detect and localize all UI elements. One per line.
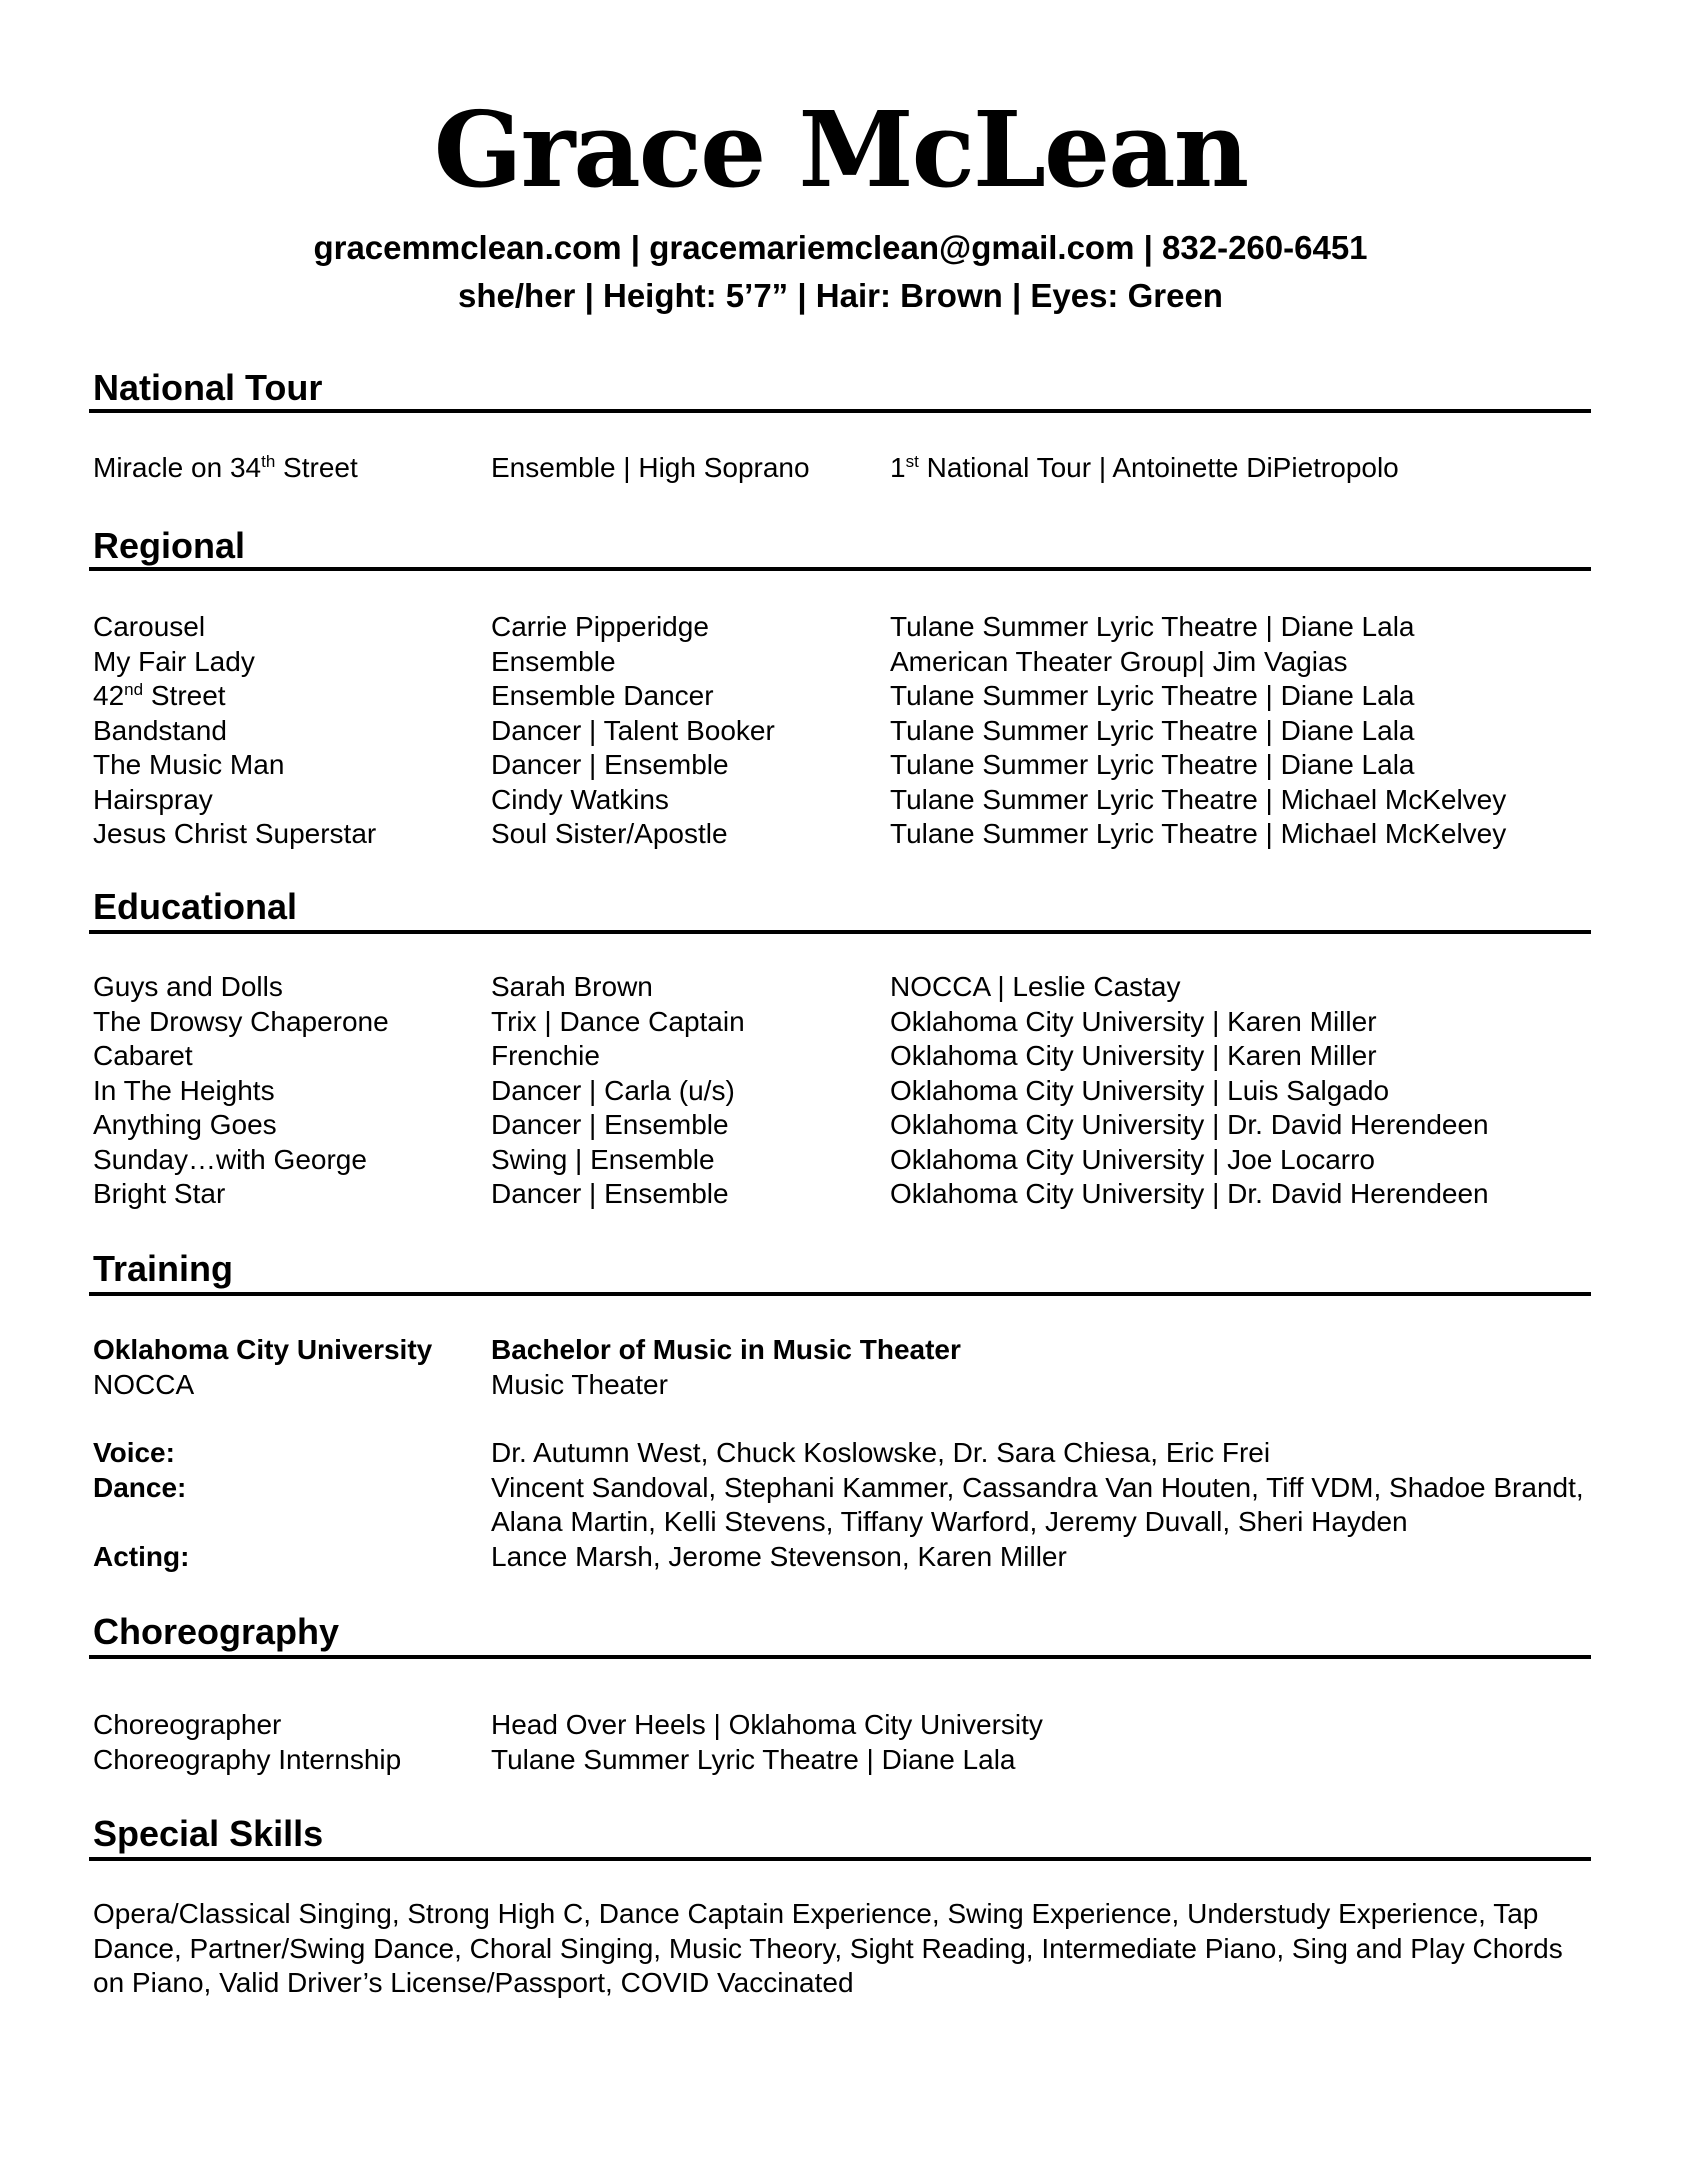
section-divider: [89, 1857, 1591, 1861]
venue-director: Tulane Summer Lyric Theatre | Michael McKelvey: [890, 783, 1507, 815]
credit-row: [0, 645, 1681, 680]
venue-director: [890, 451, 1399, 485]
section-divider: [89, 1292, 1591, 1296]
show-title: [93, 679, 226, 713]
degree: Music Theater: [491, 1368, 668, 1400]
venue-text: American Theater Group: [890, 645, 1198, 677]
show-title: In The Heights: [93, 1074, 275, 1106]
venue-director: Tulane Summer Lyric Theatre | Michael McKelvey: [890, 818, 1507, 849]
show-title: Hairspray: [93, 783, 213, 815]
role: Dancer | Ensemble: [491, 1109, 729, 1140]
discipline-label: Acting:: [93, 1540, 190, 1572]
credit-row: [0, 1005, 1681, 1040]
venue-director: Tulane Summer Lyric Theatre | Diane Lala: [890, 749, 1415, 780]
show-title: The Music Man: [93, 749, 285, 780]
credit-row: [0, 748, 1681, 783]
credit-row: [0, 451, 1681, 486]
separator: |: [788, 277, 816, 314]
eyes-stat: Eyes: Green: [1030, 277, 1223, 314]
show-title-text: Miracle on 34: [93, 452, 262, 483]
venue-director: NOCCA | Leslie Castay: [890, 971, 1181, 1002]
credit-row: [0, 679, 1681, 714]
educational-list: [0, 970, 1681, 1212]
school-name: Oklahoma City University: [93, 1334, 433, 1365]
teacher-row: [0, 1471, 1681, 1506]
teacher-names: Dr. Autumn West, Chuck Koslowske, Dr. Sara Chiesa, Eric Frei: [491, 1437, 1271, 1468]
teacher-row-continued: [0, 1505, 1681, 1540]
show-title-rest: Street: [275, 452, 358, 483]
section-divider: [89, 567, 1591, 571]
training-teachers: [0, 1436, 1681, 1574]
show-title: Anything Goes: [93, 1109, 277, 1140]
school-row: [0, 1368, 1681, 1403]
venue-director: Tulane Summer Lyric Theatre | Diane Lala: [890, 714, 1415, 746]
discipline-label: Voice:: [93, 1437, 175, 1468]
credit-row: [0, 610, 1681, 645]
discipline-label: Dance:: [93, 1471, 187, 1503]
teacher-row: [0, 1540, 1681, 1575]
school-row: [0, 1333, 1681, 1368]
hair-stat: Hair: Brown: [815, 277, 1003, 314]
credit-row: [0, 1177, 1681, 1212]
choreography-list: [0, 1708, 1681, 1777]
section-title-national-tour: National Tour: [93, 367, 323, 408]
teacher-names: Alana Martin, Kelli Stevens, Tiffany Warford, Jeremy Duvall, Sheri Hayden: [491, 1506, 1408, 1537]
show-title: Sunday…with George: [93, 1143, 367, 1175]
section-title-choreography: Choreography: [93, 1611, 340, 1652]
teacher-row: [0, 1436, 1681, 1471]
section-title-special-skills: Special Skills: [93, 1813, 324, 1854]
national-tour-list: [0, 451, 1681, 486]
role: Frenchie: [491, 1040, 600, 1071]
role: Swing | Ensemble: [491, 1143, 715, 1175]
training-schools: [0, 1333, 1681, 1402]
ordinal-number: 42: [93, 680, 125, 711]
show-title: [93, 451, 358, 485]
separator: |: [1002, 277, 1031, 314]
email-link[interactable]: gracemariemclean@gmail.com: [649, 229, 1135, 266]
venue-director: Oklahoma City University | Dr. David Herendeen: [890, 1178, 1489, 1209]
show-title: Carousel: [93, 611, 206, 642]
separator: |: [575, 277, 603, 314]
credit-row: [0, 783, 1681, 818]
special-skills-text: [93, 1897, 1593, 2001]
ordinal-suffix: th: [261, 452, 276, 471]
role: Dancer | Ensemble: [491, 1178, 729, 1209]
position: Choreographer: [93, 1709, 282, 1740]
role: Carrie Pipperidge: [491, 611, 709, 642]
role: Cindy Watkins: [491, 783, 669, 815]
credit-row: [0, 817, 1681, 852]
venue-director: Oklahoma City University | Luis Salgado: [890, 1074, 1390, 1106]
credit-row: [0, 1108, 1681, 1143]
director-text: | Jim Vagias: [1197, 645, 1348, 677]
website-link[interactable]: gracemmclean.com: [313, 229, 622, 266]
show-title: Jesus Christ Superstar: [93, 818, 377, 849]
section-title-regional: Regional: [93, 525, 246, 566]
venue-director-text: National Tour | Antoinette DiPietropolo: [918, 452, 1399, 483]
production-detail: Head Over Heels | Oklahoma City University: [491, 1709, 1043, 1740]
degree: Bachelor of Music in Music Theater: [491, 1334, 961, 1365]
position: Choreography Internship: [93, 1743, 402, 1775]
role: Ensemble Dancer: [491, 680, 714, 711]
phone-number: 832-260-6451: [1162, 229, 1368, 266]
skills-line: on Piano, Valid Driver’s License/Passport, COVID Vaccinated: [93, 1967, 854, 1998]
ordinal-number: 1: [890, 452, 906, 483]
show-title: The Drowsy Chaperone: [93, 1005, 389, 1037]
role: Dancer | Carla (u/s): [491, 1074, 735, 1106]
venue-director: [890, 645, 1348, 679]
venue-director: Oklahoma City University | Karen Miller: [890, 1005, 1377, 1037]
production-detail: Tulane Summer Lyric Theatre | Diane Lala: [491, 1743, 1016, 1775]
skills-line: Dance, Partner/Swing Dance, Choral Singing, Music Theory, Sight Reading, Intermediate Piano, Sing and Play Chords: [93, 1932, 1563, 1964]
venue-director: Tulane Summer Lyric Theatre | Diane Lala: [890, 611, 1415, 642]
role: Dancer | Talent Booker: [491, 714, 775, 746]
venue-director: Oklahoma City University | Dr. David Herendeen: [890, 1109, 1489, 1140]
contact-line: [0, 228, 1681, 268]
show-title: My Fair Lady: [93, 645, 255, 677]
credit-row: [0, 1039, 1681, 1074]
personal-stats-line: [0, 276, 1681, 316]
credit-row: [0, 714, 1681, 749]
show-title: Bandstand: [93, 714, 227, 746]
school-name: NOCCA: [93, 1368, 195, 1400]
teacher-names: Vincent Sandoval, Stephani Kammer, Cassandra Van Houten, Tiff VDM, Shadoe Brandt,: [491, 1471, 1584, 1503]
venue-director: Oklahoma City University | Joe Locarro: [890, 1143, 1375, 1175]
venue-director: Oklahoma City University | Karen Miller: [890, 1040, 1377, 1071]
credit-row: [0, 1143, 1681, 1178]
section-divider: [89, 1655, 1591, 1659]
role: Ensemble | High Soprano: [491, 452, 810, 483]
regional-list: [0, 610, 1681, 852]
pronouns: she/her: [458, 277, 576, 314]
venue-director: Tulane Summer Lyric Theatre | Diane Lala: [890, 680, 1415, 711]
section-title-educational: Educational: [93, 886, 298, 927]
credit-row: [0, 1074, 1681, 1109]
applicant-name: Grace McLean: [433, 88, 1248, 211]
role: Dancer | Ensemble: [491, 749, 729, 780]
teacher-names: Lance Marsh, Jerome Stevenson, Karen Miller: [491, 1540, 1067, 1572]
section-title-training: Training: [93, 1248, 234, 1289]
section-divider: [89, 930, 1591, 934]
role: Ensemble: [491, 645, 616, 677]
show-title: Bright Star: [93, 1178, 226, 1209]
ordinal-suffix: nd: [124, 680, 144, 699]
height-stat: Height: 5’7”: [602, 277, 789, 314]
role: Sarah Brown: [491, 971, 653, 1002]
skills-line: Opera/Classical Singing, Strong High C, Dance Captain Experience, Swing Experience, Understudy Experience, Tap: [93, 1898, 1539, 1929]
section-divider: [89, 409, 1591, 413]
credit-row: [0, 970, 1681, 1005]
role: Soul Sister/Apostle: [491, 818, 728, 849]
show-title: Guys and Dolls: [93, 971, 283, 1002]
show-title: Cabaret: [93, 1040, 193, 1071]
show-title-text: Street: [143, 680, 226, 711]
separator: |: [1134, 229, 1163, 266]
role: Trix | Dance Captain: [491, 1005, 745, 1037]
ordinal-suffix: st: [905, 452, 919, 471]
choreography-row: [0, 1708, 1681, 1743]
separator: |: [621, 229, 650, 266]
choreography-row: [0, 1743, 1681, 1778]
